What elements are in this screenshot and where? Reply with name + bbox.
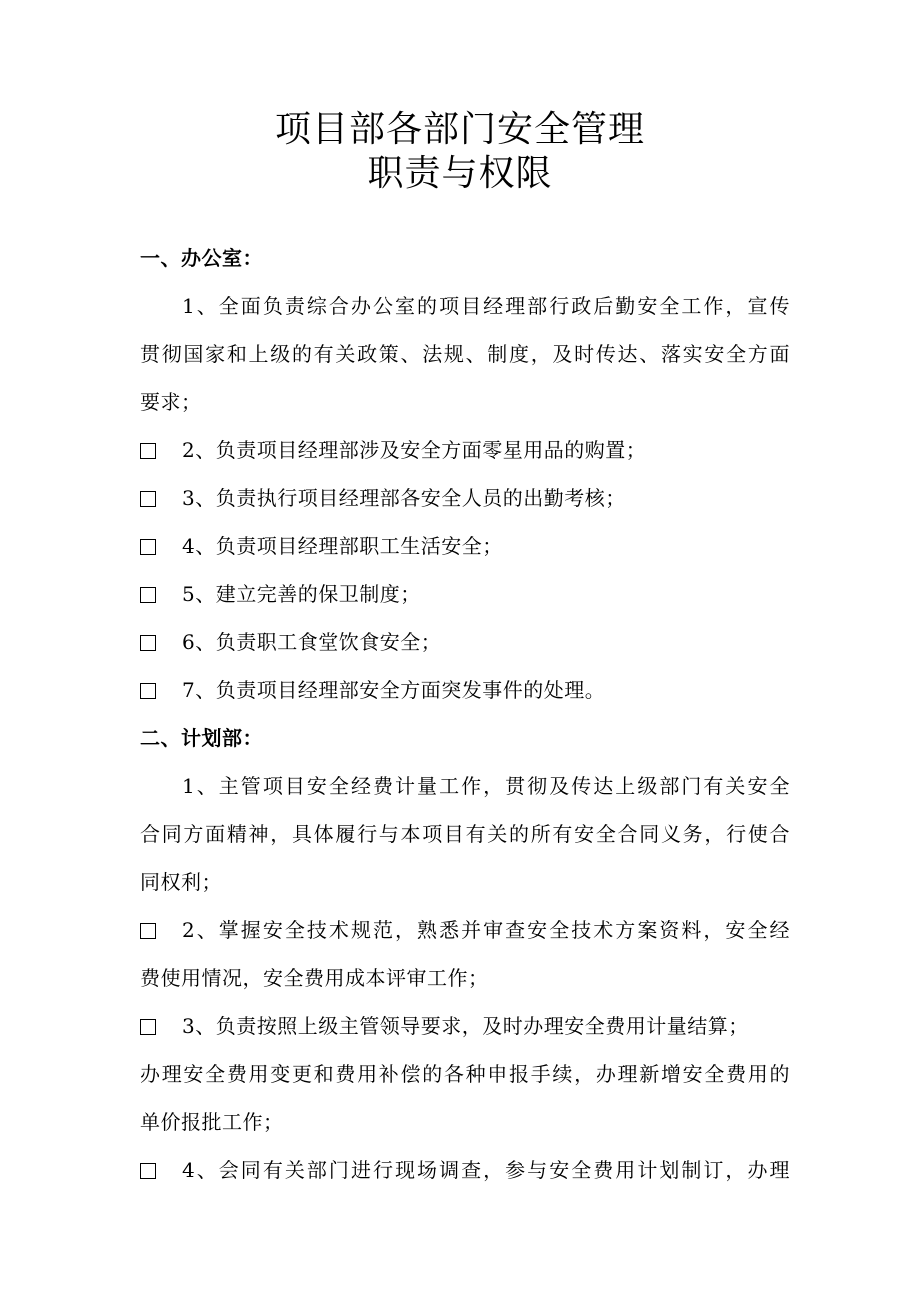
planning-intro-line-3: 同权利； bbox=[140, 870, 222, 894]
planning-item-3-line-1 bbox=[140, 1011, 790, 1041]
planning-item-3-line-3: 单价报批工作； bbox=[140, 1110, 284, 1134]
office-item-6 bbox=[140, 627, 790, 657]
office-item-7 bbox=[140, 675, 790, 705]
checkbox-icon[interactable] bbox=[140, 587, 156, 603]
checkbox-icon[interactable] bbox=[140, 635, 156, 651]
planning-intro-line-1: 1、主管项目安全经费计量工作，贯彻及传达上级部门有关安全 bbox=[182, 774, 790, 798]
section-heading-planning: 二、计划部： bbox=[140, 726, 263, 750]
planning-item-4-text: 4、会同有关部门进行现场调查，参与安全费用计划制订，办理 bbox=[182, 1158, 790, 1182]
office-intro-line-2: 贯彻国家和上级的有关政策、法规、制度，及时传达、落实安全方面 bbox=[140, 342, 790, 366]
office-item-4 bbox=[140, 531, 790, 561]
office-item-4-text: 4、负责项目经理部职工生活安全； bbox=[182, 534, 503, 558]
office-item-5 bbox=[140, 579, 790, 609]
office-item-5-text: 5、建立完善的保卫制度； bbox=[182, 582, 421, 606]
document-title-line-1: 项目部各部门安全管理 bbox=[274, 109, 645, 150]
office-item-2-text: 2、负责项目经理部涉及安全方面零星用品的购置； bbox=[182, 438, 647, 462]
planning-item-3-text: 3、负责按照上级主管领导要求，及时办理安全费用计量结算； bbox=[182, 1014, 749, 1038]
office-item-3 bbox=[140, 483, 790, 513]
office-item-7-text: 7、负责项目经理部安全方面突发事件的处理。 bbox=[182, 678, 606, 702]
checkbox-icon[interactable] bbox=[140, 491, 156, 507]
office-intro-line-1: 1、全面负责综合办公室的项目经理部行政后勤安全工作，宣传 bbox=[182, 294, 790, 318]
planning-item-2-line-1 bbox=[140, 915, 790, 945]
checkbox-icon[interactable] bbox=[140, 683, 156, 699]
office-item-2 bbox=[140, 435, 790, 465]
checkbox-icon[interactable] bbox=[140, 539, 156, 555]
document-title-line-2: 职责与权限 bbox=[367, 153, 553, 194]
office-item-3-text: 3、负责执行项目经理部各安全人员的出勤考核； bbox=[182, 486, 626, 510]
section-heading-office: 一、办公室： bbox=[140, 246, 263, 270]
planning-item-2-text: 2、掌握安全技术规范，熟悉并审查安全技术方案资料，安全经 bbox=[182, 918, 790, 942]
office-intro-line-3: 要求； bbox=[140, 390, 202, 414]
planning-intro-line-2: 合同方面精神，具体履行与本项目有关的所有安全合同义务，行使合 bbox=[140, 822, 790, 846]
checkbox-icon[interactable] bbox=[140, 1163, 156, 1179]
checkbox-icon[interactable] bbox=[140, 443, 156, 459]
planning-item-3-line-2: 办理安全费用变更和费用补偿的各种申报手续，办理新增安全费用的 bbox=[140, 1062, 790, 1086]
planning-item-2-line-2: 费使用情况，安全费用成本评审工作； bbox=[140, 966, 489, 990]
checkbox-icon[interactable] bbox=[140, 1019, 156, 1035]
planning-item-4-line-1 bbox=[140, 1155, 790, 1185]
office-item-6-text: 6、负责职工食堂饮食安全； bbox=[182, 630, 442, 654]
checkbox-icon[interactable] bbox=[140, 923, 156, 939]
